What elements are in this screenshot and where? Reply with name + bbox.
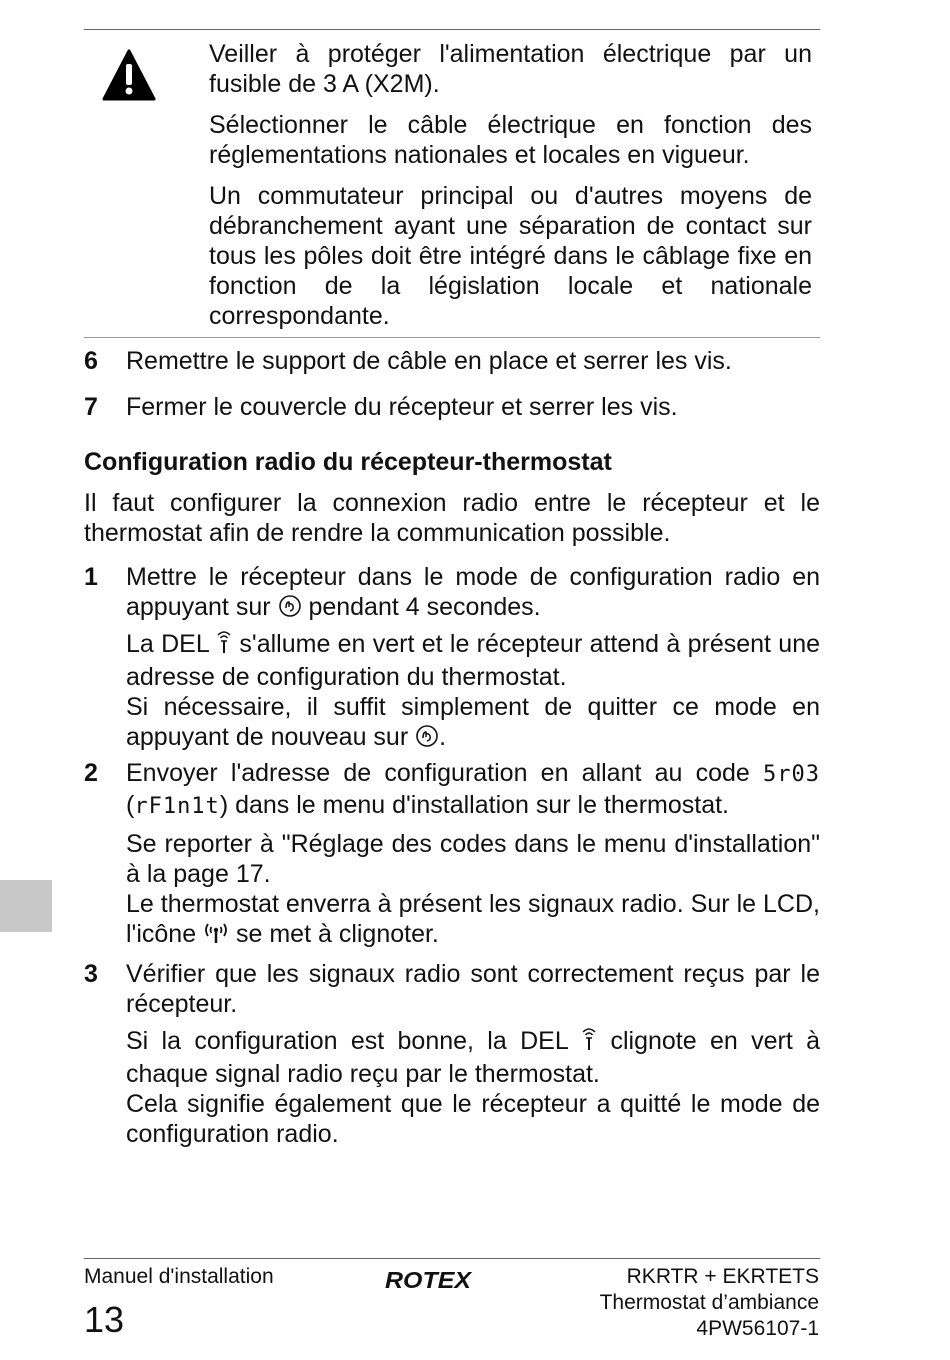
step-3-text: Si la configuration est bonne, la DEL: [126, 1027, 582, 1055]
step-1-text: s'allume en vert et le récepteur attend à présent une adresse de configuration du thermostat.: [126, 630, 820, 691]
step-1-paragraph: [126, 562, 820, 625]
step-1-text: Mettre le récepteur dans le mode de configuration radio en appuyant sur: [126, 563, 820, 621]
step-3-paragraph: [126, 1026, 820, 1089]
chapter-tab: [0, 880, 52, 932]
antenna-signal-icon: [203, 921, 229, 952]
step-text: Remettre le support de câble en place et serrer les vis.: [126, 347, 732, 375]
step-2-paragraph: [126, 758, 820, 822]
section-intro: Il faut configurer la connexion radio entre le récepteur et le thermostat afin de rendre la communication possible.: [84, 489, 820, 547]
step-1-paragraph: [126, 629, 820, 692]
step-3-paragraph: Vérifier que les signaux radio sont correctement reçus par le récepteur.: [126, 960, 820, 1018]
step-2-body: [126, 758, 820, 952]
radio-led-icon: [216, 629, 232, 662]
product-name: Thermostat d’ambiance: [599, 1291, 819, 1314]
warning-paragraph: Veiller à protéger l'alimentation électrique par un fusible de 3 A (X2M).: [209, 40, 812, 98]
step-number: 6: [84, 347, 98, 375]
step-2-text: ) dans le menu d'installation sur le thermostat.: [219, 791, 730, 819]
section-heading: Configuration radio du récepteur-thermostat: [84, 448, 612, 476]
brand-logo-text: ROTEX: [385, 1267, 473, 1291]
step-2-paragraph: [126, 889, 820, 952]
step-1-text: La DEL: [126, 630, 217, 658]
page-number: 13: [84, 1299, 125, 1340]
step-2-text: se met à clignoter.: [229, 920, 439, 948]
step-number: 3: [84, 960, 98, 988]
brand-logo: [383, 1267, 473, 1291]
footer-manual-title: Manuel d'installation: [84, 1265, 274, 1288]
radio-led-icon: [581, 1026, 597, 1059]
step-3-body: [126, 959, 820, 1149]
step-2-text: Envoyer l'adresse de configuration en allant au code: [126, 759, 764, 787]
step-number: 2: [84, 759, 98, 787]
step-1-paragraph: [126, 692, 820, 755]
warning-paragraph: Sélectionner le câble électrique en fonction des réglementations nationales et locales en vigueur.: [209, 111, 812, 169]
step-number: 7: [84, 393, 98, 421]
step-3-text: clignote en vert à chaque signal radio reçu par le thermostat.: [126, 1027, 820, 1088]
step-text: Fermer le couvercle du récepteur et serrer les vis.: [126, 393, 678, 421]
step-1-text: pendant 4 secondes.: [301, 593, 541, 621]
step-2-text: (: [126, 791, 135, 819]
step-1-body: [126, 562, 820, 755]
config-button-icon: [415, 724, 439, 755]
warning-text: [209, 39, 812, 331]
top-rule: [84, 29, 820, 30]
document-code: 4PW56107-1: [696, 1317, 819, 1340]
step-2-paragraph: Se reporter à "Réglage des codes dans le menu d'installation" à la page 17.: [126, 830, 820, 888]
step-1-text: Si nécessaire, il suffit simplement de quitter ce mode en appuyant de nouveau sur: [126, 693, 820, 751]
model-name: RKRTR + EKRTETS: [626, 1265, 819, 1288]
warning-icon: [102, 48, 156, 102]
warning-paragraph: Un commutateur principal ou d'autres moyens de débranchement ayant une séparation de contact sur tous les pôles doit être intégré dans le câblage fixe en fonction de la législation locale et nationale correspondante.: [209, 182, 812, 330]
step-1-text: .: [439, 723, 447, 751]
step-3-paragraph: Cela signifie également que le récepteur a quitté le mode de configuration radio.: [126, 1090, 820, 1148]
footer-right: [519, 1264, 819, 1342]
lcd-code: rF1n1t: [134, 794, 220, 819]
step-2-text: Le thermostat enverra à présent les signaux radio. Sur le LCD, l'icône: [126, 890, 820, 948]
warning-bottom-rule: [84, 337, 820, 338]
lcd-code: 5r03: [763, 762, 820, 787]
step-number: 1: [84, 563, 98, 591]
footer-rule: [84, 1258, 820, 1259]
config-button-icon: [278, 594, 302, 625]
